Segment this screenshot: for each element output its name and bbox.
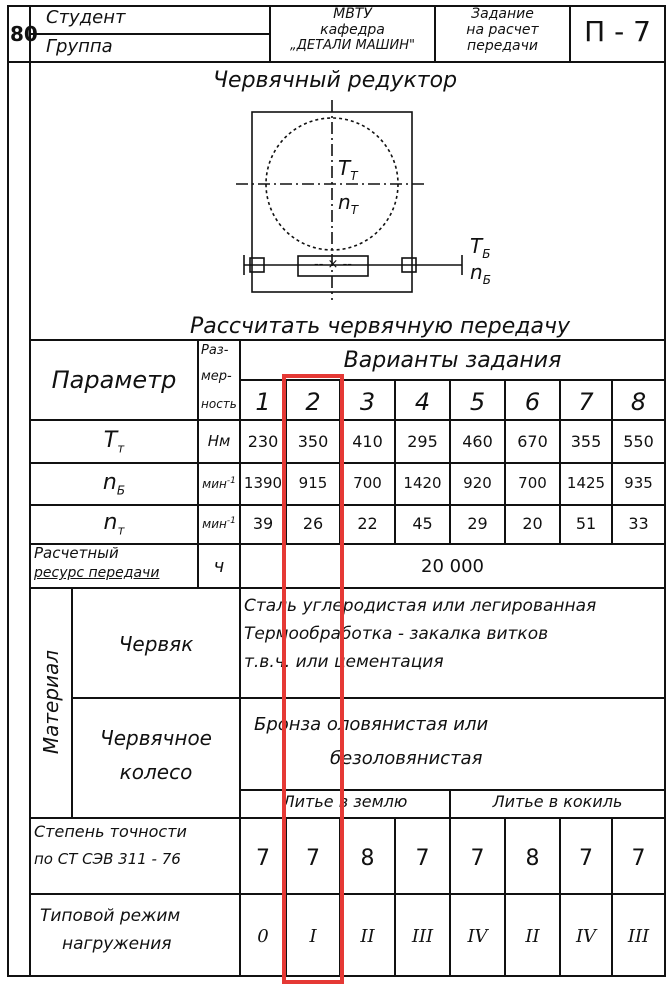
wheel-label-1: Червячное [100, 726, 212, 750]
drawing-title: Червячный редуктор [212, 68, 458, 93]
table-cell: 355 [570, 432, 602, 451]
table-cell: 460 [462, 432, 493, 451]
torque-input-label: $T_Б$ [470, 234, 491, 261]
wheel-label-2: колесо [119, 760, 193, 784]
accuracy-label-1: Степень точности [34, 822, 187, 841]
variant-8: 8 [630, 388, 647, 416]
task-instruction: Рассчитать червячную передачу [189, 314, 571, 339]
table-cell: 7 [415, 846, 430, 871]
accuracy-label-2: по СТ СЭВ 311 - 76 [34, 850, 181, 868]
table-cell: 410 [352, 432, 383, 451]
table-cell: IV [467, 926, 488, 947]
table-cell: 7 [631, 846, 646, 871]
variant-3: 3 [359, 388, 376, 416]
torque-output-label: $T_Т$ [338, 156, 358, 183]
table-cell: II [360, 926, 375, 947]
table-cell: 33 [628, 514, 649, 533]
table-cell: 7 [470, 846, 485, 871]
task-line3: передачи [467, 38, 538, 54]
institution-line3: „ДЕТАЛИ МАШИН" [289, 38, 416, 53]
table-cell: 45 [412, 514, 433, 533]
speed-input-label: $n_Б$ [470, 260, 491, 287]
resource-label-2: ресурс передачи [34, 565, 160, 581]
table-cell: 8 [360, 846, 375, 871]
table-cell: 230 [247, 432, 279, 451]
row-torque-unit: Нм [207, 432, 231, 450]
table-cell: 8 [525, 846, 540, 871]
load-mode-label-1: Типовой режим [40, 906, 181, 926]
table-cell: 29 [467, 514, 488, 533]
student-label: Студент [46, 7, 126, 28]
table-cell: 1425 [566, 474, 606, 492]
unit-header-1: Раз- [201, 343, 229, 358]
variant-6: 6 [524, 388, 541, 416]
worm-line1: Сталь углеродистая или легированная [244, 596, 597, 616]
table-cell: 22 [357, 514, 378, 533]
table-cell: II [525, 926, 540, 947]
table-cell: 7 [306, 846, 320, 871]
row-input-speed-unit: мин$^{-1}$ [202, 476, 236, 491]
variants-header: Варианты задания [343, 348, 562, 373]
worm-shaft-mark: -- × -- [314, 257, 352, 272]
table-cell: 295 [407, 432, 438, 451]
worm-label: Червяк [118, 632, 194, 656]
row-output-speed-unit: мин$^{-1}$ [202, 516, 236, 531]
table-cell: 26 [302, 514, 324, 533]
group-label: Группа [46, 36, 113, 57]
row-input-speed-param: $n_Б$ [102, 470, 126, 498]
table-cell: 915 [298, 474, 328, 492]
unit-header-2: мер- [201, 369, 232, 384]
table-cell: 670 [517, 432, 548, 451]
table-cell: 1390 [243, 474, 283, 492]
page-number: 80 [10, 22, 38, 46]
task-line2: на расчет [466, 22, 539, 38]
table-cell: 39 [252, 514, 274, 533]
table-cell: 935 [624, 474, 653, 492]
table-cell: 550 [623, 432, 654, 451]
wheel-line2: безоловянистая [330, 748, 483, 769]
unit-header-3: ность [201, 397, 237, 411]
load-mode-label-2: нагружения [62, 934, 172, 954]
table-cell: IV [575, 926, 597, 947]
task-code: П - 7 [584, 15, 651, 48]
variant-1: 1 [255, 388, 271, 416]
param-header: Параметр [51, 366, 177, 394]
resource-label-1: Расчетный [34, 544, 119, 562]
institution-line2: кафедра [320, 22, 385, 38]
resource-unit: ч [213, 556, 225, 577]
task-line1: Задание [471, 6, 534, 22]
table-cell: 7 [256, 846, 270, 871]
table-cell: III [627, 926, 650, 947]
table-cell: 51 [575, 514, 597, 533]
worm-line3: т.в.ч. или цементация [244, 652, 444, 672]
variant-4: 4 [414, 388, 431, 416]
table-cell: 7 [579, 846, 593, 871]
variant-2: 2 [305, 388, 321, 416]
table-cell: 700 [353, 474, 382, 492]
speed-output-label: $n_Т$ [338, 190, 359, 217]
casting-chill: Литье в кокиль [492, 792, 623, 811]
row-output-speed-param: $n_т$ [103, 510, 125, 538]
table-cell: III [411, 926, 434, 947]
table-cell: I [309, 926, 317, 947]
row-torque-param: $T_т$ [103, 428, 125, 456]
table-cell: 350 [297, 432, 329, 451]
worm-line2: Термообработка - закалка витков [244, 624, 549, 644]
casting-sand: Литье в землю [282, 792, 408, 811]
table-cell: 700 [518, 474, 547, 492]
variant-2-highlight [282, 374, 344, 984]
material-label: Материал [39, 649, 63, 755]
table-cell: 20 [522, 514, 543, 533]
table-cell: 920 [463, 474, 492, 492]
table-cell: 1420 [403, 474, 442, 492]
variant-5: 5 [469, 388, 486, 416]
resource-value: 20 000 [421, 556, 484, 577]
wheel-line1: Бронза оловянистая или [254, 714, 489, 735]
variant-7: 7 [578, 388, 594, 416]
institution-line1: МВТУ [333, 6, 372, 22]
table-cell: 0 [257, 926, 269, 947]
